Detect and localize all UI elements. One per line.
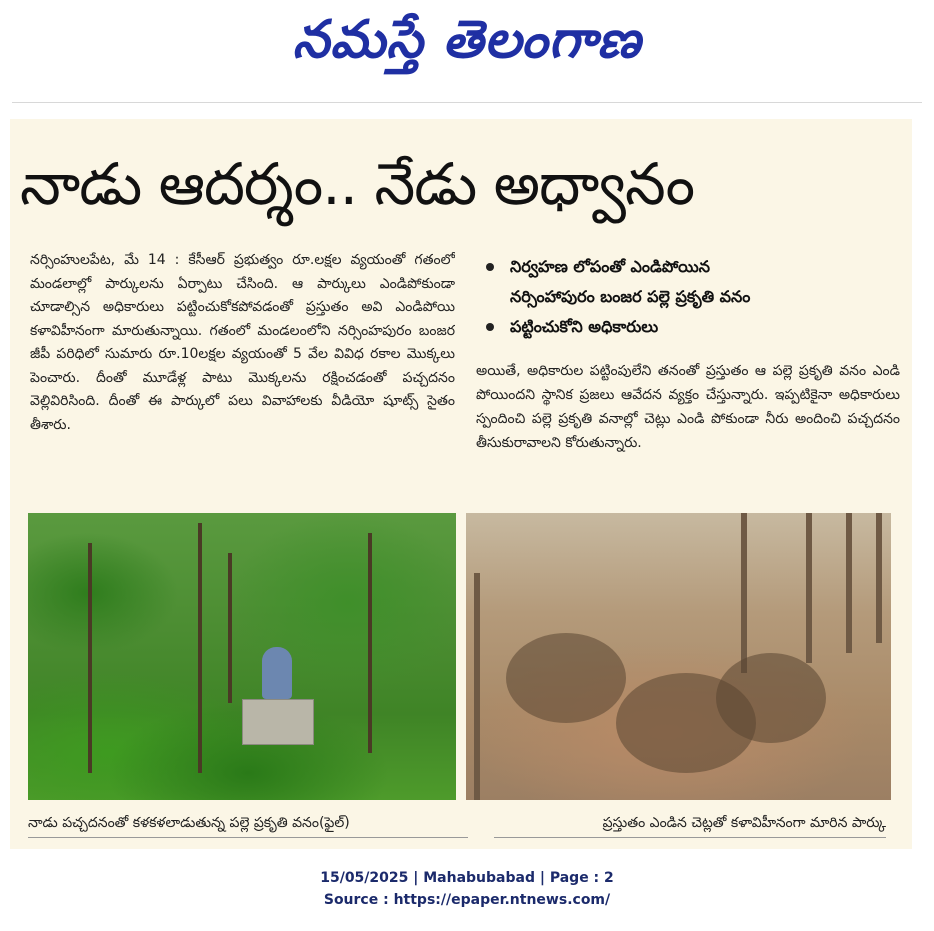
idol-statue [262,647,292,699]
dry-shrub [506,633,626,723]
tree-trunk [368,533,372,753]
photo-caption-left: నాడు పచ్చదనంతో కళకళలాడుతున్న పల్లె ప్రకృతి వనం(ఫైల్) [28,809,468,838]
article-body-left: నర్సింహులపేట, మే 14 : కేసీఆర్ ప్రభుత్వం రూ.లక్షల వ్యయంతో గతంలో మండలాల్లో పార్కులను ఏర్పాటు చేసింది. ఆ పార్కులు ఎండిపోకుండా చూడాల్సిన అధికారులు పట్టించుకోకపోవడంతో ప్రస్తుతం అవి ఎండిపోయి కళావిహీనంగా మారుతున్నాయి. గతంలో మండలంలోని నర్సింహపురం బంజర జీపీ పరిధిలో సుమారు రూ.10లక్షల వ్యయంతో 5 వేల వివిధ రకాల మొక్కలు పెంచారు. దీంతో మూడేళ్ల పాటు మొక్కలను రక్షించడంతో పచ్చదనం వెల్లివిరిసింది. దీంతో ఈ పార్కులో పలు వివాహాలకు వీడియో షూట్స్ సైతం తీశారు. [30,252,455,433]
bullet-icon [486,323,494,331]
dry-tree-trunk [474,573,480,800]
dry-tree-trunk [741,513,747,673]
stone-pedestal [242,699,314,745]
photo-caption-right: ప్రస్తుతం ఎండిన చెట్లతో కళావిహీనంగా మారిన పార్కు [494,809,886,838]
article-body-right: అయితే, అధికారుల పట్టింపులేని తనంతో ప్రస్తుతం ఆ పల్లె ప్రకృతి వనం ఎండి పోయిందని స్థానిక ప్రజలు ఆవేదన వ్యక్తం చేస్తున్నారు. ఇప్పటికైనా అధికారులు స్పందించి పల్లె ప్రకృతి వనాల్లో చెట్లు ఎండి పోకుండా నీరు అందించి పచ్చదనం తీసుకురావాలని కోరుతున్నారు. [476,363,900,451]
article-headline: నాడు ఆదర్శం.. నేడు అధ్వానం [20,150,695,218]
masthead [0,0,934,92]
dry-tree-trunk [846,513,852,653]
bullet-icon [486,263,494,271]
bullet-item [480,312,900,342]
masthead-divider [12,102,922,103]
tree-trunk [228,553,232,703]
edition-info: 15/05/2025 | Mahabubabad | Page : 2 [320,870,614,886]
bullet-text: నర్సింహాపురం బంజర పల్లె ప్రకృతి వనం [510,287,751,306]
article-clipping [10,119,912,849]
dry-park-photo [466,513,891,800]
highlight-bullets [480,252,900,342]
bullet-text: పట్టించుకోని అధికారులు [510,317,659,336]
bullet-item [480,252,900,282]
tree-trunk [88,543,92,773]
bullet-item-continued [480,282,900,312]
dry-shrub [716,653,826,743]
bullet-text: నిర్వహణ లోపంతో ఎండిపోయిన [510,257,710,276]
dry-tree-trunk [806,513,812,663]
source-link[interactable]: Source : https://epaper.ntnews.com/ [323,892,611,908]
newspaper-logo: నమస్తే తెలంగాణ [292,10,642,70]
green-park-photo [28,513,456,800]
dry-tree-trunk [876,513,882,643]
tree-trunk [198,523,202,773]
